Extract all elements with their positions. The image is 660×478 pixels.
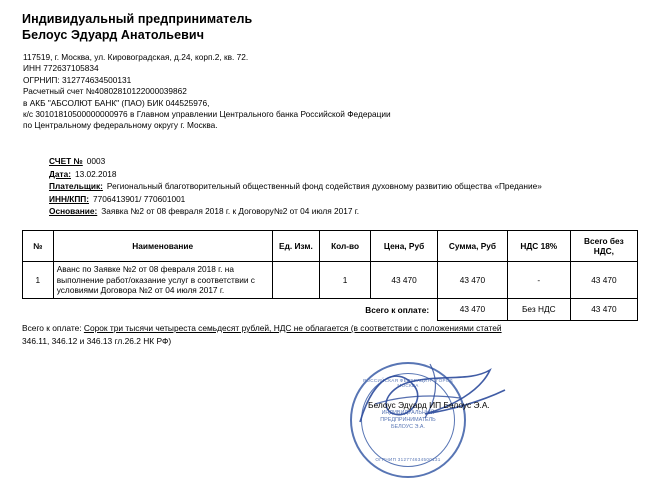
invoice-date-row xyxy=(49,168,649,181)
company-header xyxy=(22,12,642,43)
column-header-sum: Сумма, Руб xyxy=(438,231,508,262)
company-type: Индивидуальный предприниматель xyxy=(22,12,253,26)
signature-prefix: Белоус Эдуард xyxy=(368,400,427,410)
requisite-corr-account: к/с 30101810500000000976 в Главном управлении Центрального банка Российской Федерации xyxy=(23,109,391,120)
invoice-date-value: 13.02.2018 xyxy=(74,168,117,179)
table-total-row xyxy=(23,298,638,320)
company-name: Белоус Эдуард Анатольевич xyxy=(22,28,205,42)
inn-kpp-value: 7706413901/ 770601001 xyxy=(93,193,186,204)
requisite-bank: в АКБ "АБСОЛЮТ БАНК" (ПАО) БИК 044525976, xyxy=(23,97,210,108)
basis-label: Основание: xyxy=(49,206,98,217)
payer-row xyxy=(49,180,649,193)
requisite-inn: ИНН 772637105834 xyxy=(23,63,99,74)
signature-area xyxy=(330,352,630,462)
company-requisites xyxy=(23,52,643,132)
summary-amount-words: Сорок три тысячи четыреста семьдесят рублей, НДС не облагается (в соответствии с положениями статей xyxy=(83,323,502,333)
invoice-number-label: СЧЕТ № xyxy=(49,156,83,166)
column-header-num: № xyxy=(23,231,54,262)
column-header-qty: Кол-во xyxy=(320,231,371,262)
cell-qty: 1 xyxy=(320,262,371,299)
requisite-ogrnip: ОГРНИП: 312774634500131 xyxy=(23,74,132,85)
stamp-bottom-text: ОГРНИП 312774634500131 xyxy=(375,457,441,462)
requisite-address: 117519, г. Москва, ул. Кировоградская, д.24, корп.2, кв. 72. xyxy=(23,52,249,62)
column-header-unit: Ед. Изм. xyxy=(272,231,319,262)
cell-sum: 43 470 xyxy=(438,262,508,299)
payer-label: Плательщик: xyxy=(49,181,103,192)
total-label: Всего к оплате: xyxy=(365,304,430,315)
summary-prefix: Всего к оплате: xyxy=(22,323,82,333)
invoice-date-label: Дата: xyxy=(49,168,71,179)
column-header-nds: НДС 18% xyxy=(507,231,570,262)
basis-row xyxy=(49,205,649,218)
total-amount: 43 470 xyxy=(570,298,637,320)
cell-name: Аванс по Заявке №2 от 08 февраля 2018 г. на выполнение работ/оказание услуг в соответствии с условиями Договора №2 от 04 июля 2017 г. xyxy=(53,262,272,299)
column-header-total: Всего без НДС, xyxy=(570,231,637,262)
cell-total: 43 470 xyxy=(570,262,637,299)
summary-text xyxy=(22,322,638,348)
items-table xyxy=(22,230,638,321)
stamp-mid-text: ИНДИВИДУАЛЬНЫЙ ПРЕДПРИНИМАТЕЛЬ БЕЛОУС Э.А. xyxy=(380,410,436,430)
invoice-meta xyxy=(49,155,649,218)
total-nds: Без НДС xyxy=(507,298,570,320)
inn-kpp-row xyxy=(49,193,649,206)
cell-unit xyxy=(272,262,319,299)
requisite-account: Расчетный счет №40802810122000039862 xyxy=(23,86,187,97)
table-row xyxy=(23,262,638,299)
inn-kpp-label: ИНН/КПП: xyxy=(49,193,90,204)
signature-name xyxy=(368,400,490,410)
cell-nds: - xyxy=(507,262,570,299)
summary-line2: 346.11, 346.12 и 346.13 гл.26.2 НК РФ) xyxy=(22,336,172,346)
invoice-number-value: 0003 xyxy=(86,156,106,166)
table-header-row xyxy=(23,231,638,262)
invoice-number-row xyxy=(49,155,649,168)
column-header-price: Цена, Руб xyxy=(371,231,438,262)
signature-short-name: ИП Белоус Э.А. xyxy=(429,400,490,410)
column-header-name: Наименование xyxy=(53,231,272,262)
requisite-region: по Центральному федеральному округу г. Москва. xyxy=(23,120,218,131)
stamp-top-text: РОССИЙСКАЯ ФЕДЕРАЦИЯ · ГОРОД МОСКВА xyxy=(363,378,453,388)
cell-num: 1 xyxy=(23,262,54,299)
payer-value: Региональный благотворительный общественный фонд содействия духовному развитию общества «Предание» xyxy=(106,181,542,192)
basis-value: Заявка №2 от 08 февраля 2018 г. к Договору№2 от 04 июля 2017 г. xyxy=(101,206,360,217)
official-stamp xyxy=(350,362,466,478)
total-sum: 43 470 xyxy=(438,298,508,320)
cell-price: 43 470 xyxy=(371,262,438,299)
